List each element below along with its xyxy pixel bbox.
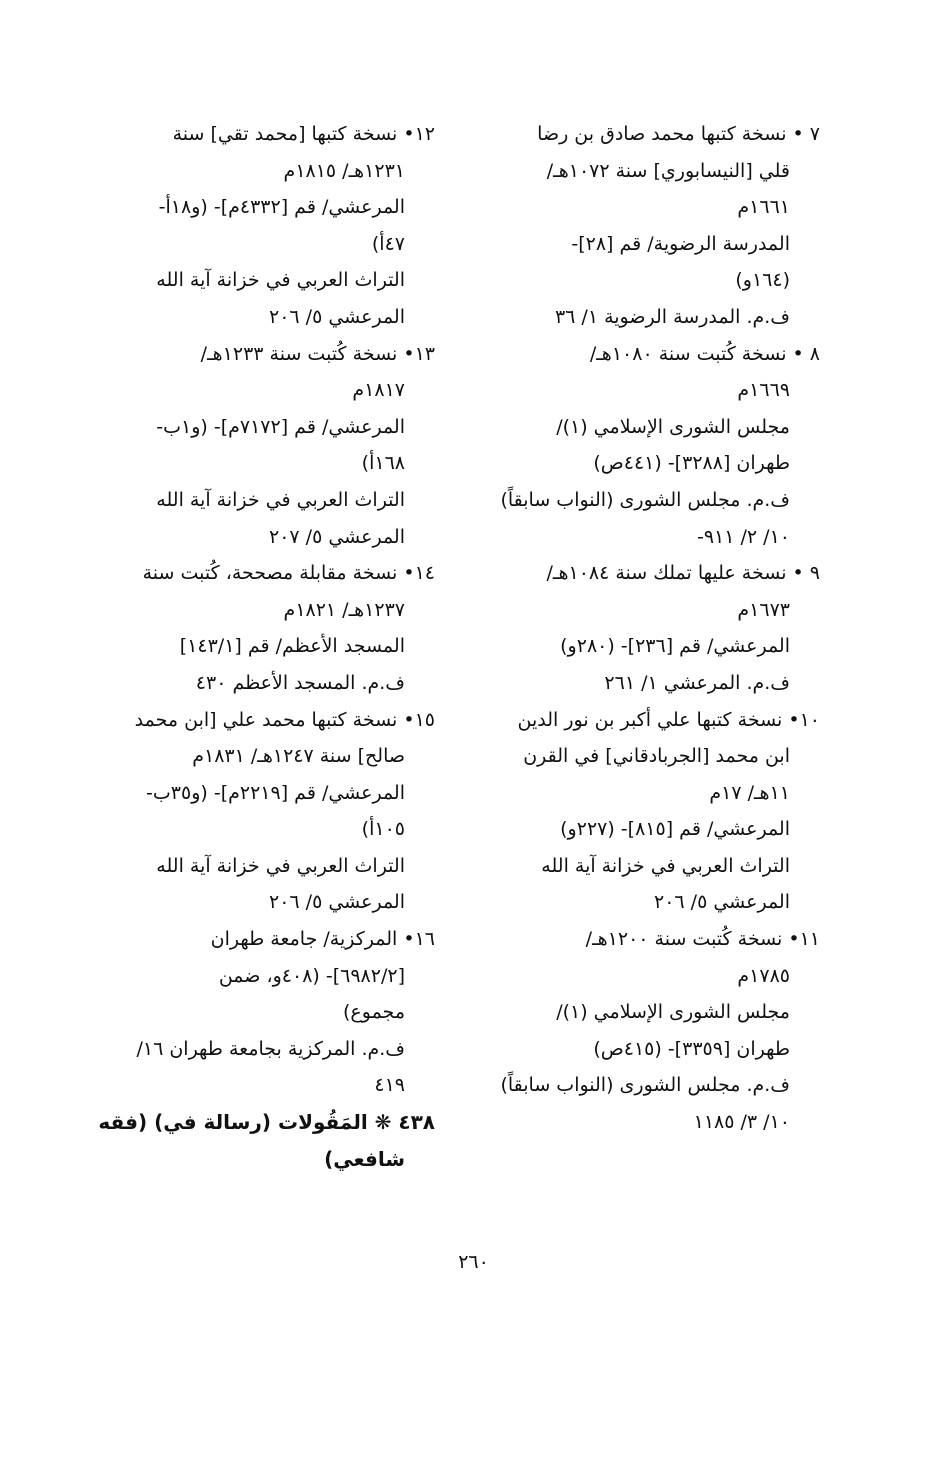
right-column	[470, 116, 820, 1141]
right-column-line: ١٠/ ٣/ ١١٨٥	[693, 1111, 790, 1134]
left-column-line: ١٦• المركزية/ جامعة طهران	[210, 928, 435, 951]
left-column-line: ١٣• نسخة كُتبت سنة ١٢٣٣هـ/	[200, 342, 435, 365]
right-column-line: ف.م. مجلس الشورى (النواب سابقاً)	[500, 1074, 790, 1097]
right-column-line: التراث العربي في خزانة آية الله	[541, 854, 790, 877]
left-column-line: المسجد الأعظم/ قم [١٤٣/١]	[179, 635, 405, 658]
left-column-line: [٦٩٨٢/٢]- (٤٠٨و، ضمن	[218, 964, 405, 987]
left-column-line: ١٢٣١هـ/ ١٨١٥م	[283, 159, 405, 182]
right-column-line: ف.م. المرعشي ١/ ٢٦١	[604, 671, 790, 694]
left-column-line: التراث العربي في خزانة آية الله	[156, 488, 405, 511]
page-number: ٢٦٠	[458, 1251, 489, 1273]
right-column-line: المرعشي/ قم [٢٣٦]- (٢٨٠و)	[560, 635, 790, 658]
right-column-line: المدرسة الرضوية/ قم [٢٨]-	[571, 232, 790, 255]
left-column-line: مجموع)	[343, 1001, 405, 1024]
left-column-line: ١٥• نسخة كتبها محمد علي [ابن محمد	[134, 708, 435, 731]
right-column-line: ١٧٨٥م	[737, 964, 790, 987]
right-column-line: ١٠• نسخة كتبها علي أكبر بن نور الدين	[517, 708, 820, 731]
right-column-line: المرعشي/ قم [٨١٥]- (٢٢٧و)	[560, 818, 790, 841]
right-column-line: ٧ • نسخة كتبها محمد صادق بن رضا	[537, 123, 820, 145]
left-column-line: المرعشي ٥/ ٢٠٧	[269, 525, 405, 548]
right-column-line: ف.م. مجلس الشورى (النواب سابقاً)	[500, 488, 790, 511]
right-column-line: ٨ • نسخة كُتبت سنة ١٠٨٠هـ/	[589, 342, 820, 365]
left-column-line: ١٢٣٧هـ/ ١٨٢١م	[283, 598, 405, 621]
right-column-line: طهران [٣٢٨٨]- (٤٤١ص)	[593, 452, 790, 475]
right-column-line: ف.م. المدرسة الرضوية ١/ ٣٦	[554, 305, 790, 328]
left-column-line: ١٦٨أ)	[361, 452, 405, 475]
left-column-line: المرعشي ٥/ ٢٠٦	[269, 891, 405, 914]
left-column-line: ١٤• نسخة مقابلة مصححة، كُتبت سنة	[142, 562, 435, 585]
right-column-line: المرعشي ٥/ ٢٠٦	[654, 891, 790, 914]
left-column-line: ٤٣٨ ❋ المَقُولات (رسالة في) (فقه	[98, 1110, 435, 1135]
right-column-line: طهران [٣٣٥٩]- (٤١٥ص)	[593, 1037, 790, 1060]
left-column-line: ١٨١٧م	[352, 379, 405, 402]
right-column-line: ابن محمد [الجربادقاني] في القرن	[523, 745, 790, 768]
left-column-line: ف.م. المركزية بجامعة طهران ١٦/	[136, 1037, 405, 1060]
left-column-line: شافعي)	[324, 1146, 405, 1171]
left-column-line: المرعشي ٥/ ٢٠٦	[269, 305, 405, 328]
right-column-line: ١١• نسخة كُتبت سنة ١٢٠٠هـ/	[585, 928, 820, 951]
left-column-line: التراث العربي في خزانة آية الله	[156, 269, 405, 292]
left-column	[90, 116, 435, 1177]
left-column-line: ١٠٥أ)	[361, 818, 405, 841]
left-column-line: ٤٧أ)	[371, 232, 405, 255]
right-column-line: ١١هـ/ ١٧م	[709, 781, 790, 804]
right-column-line: ١٦٦٩م	[737, 379, 790, 402]
left-column-line: ٤١٩	[374, 1074, 405, 1097]
right-column-line: مجلس الشورى الإسلامي (١)/	[556, 1001, 790, 1024]
right-column-line: قلي [النيسابوري] سنة ١٠٧٢هـ/	[546, 159, 790, 182]
left-column-line: ف.م. المسجد الأعظم ٤٣٠	[195, 671, 405, 694]
left-column-line: التراث العربي في خزانة آية الله	[156, 854, 405, 877]
right-column-line: (١٦٤و)	[735, 269, 790, 292]
left-column-line: ١٢• نسخة كتبها [محمد تقي] سنة	[172, 123, 435, 145]
right-column-line: ١٦٦١م	[737, 196, 790, 219]
left-column-line: المرعشي/ قم [٧١٧٢م]- (و١ب-	[156, 415, 405, 438]
right-column-line: ١٦٧٣م	[737, 598, 790, 621]
left-column-line: صالح] سنة ١٢٤٧هـ/ ١٨٣١م	[192, 745, 405, 768]
left-column-line: المرعشي/ قم [٤٣٣٢م]- (و١٨أ-	[158, 196, 405, 219]
right-column-line: مجلس الشورى الإسلامي (١)/	[556, 415, 790, 438]
left-column-line: المرعشي/ قم [٢٢١٩م]- (و٣٥ب-	[146, 781, 405, 804]
right-column-line: ١٠/ ٢/ ٩١١-	[696, 525, 790, 548]
right-column-line: ٩ • نسخة عليها تملك سنة ١٠٨٤هـ/	[546, 562, 820, 585]
